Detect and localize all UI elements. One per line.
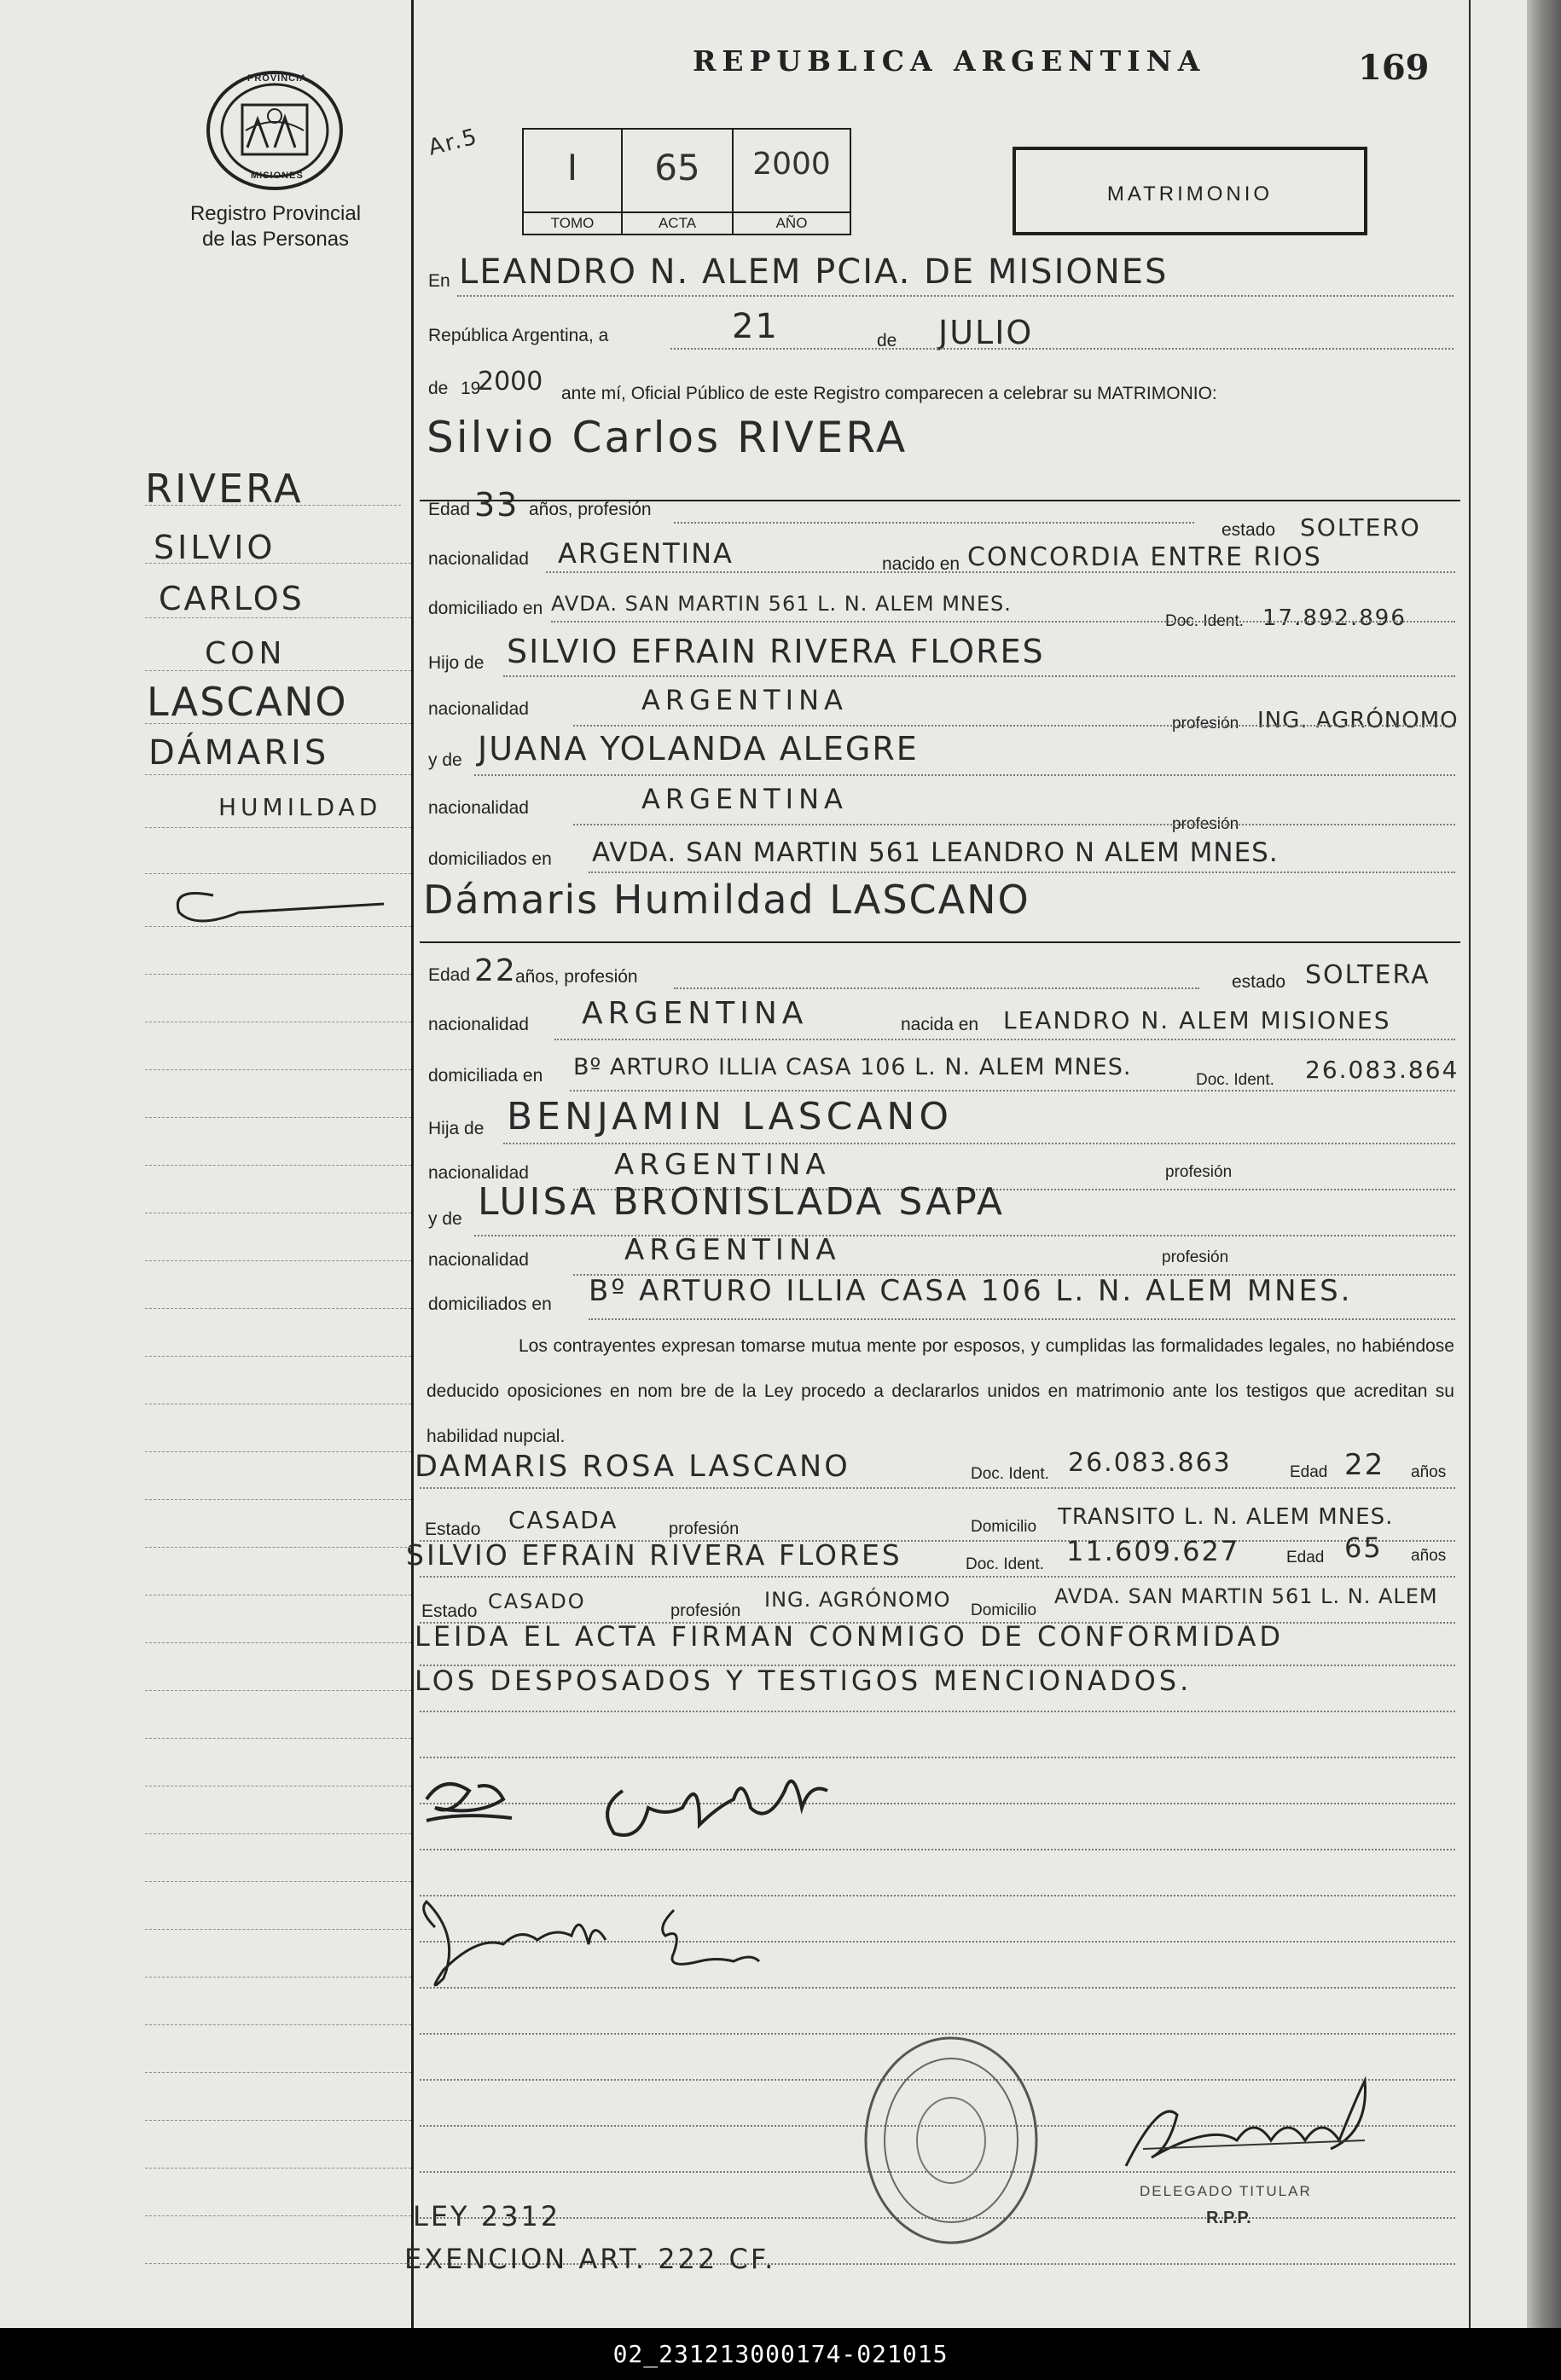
testigo2-line (420, 1576, 1455, 1578)
domiciliados1-line (589, 872, 1455, 873)
domiciliada2-label: domiciliada en (428, 1066, 543, 1086)
registry-name (169, 201, 382, 252)
madre1-label: y de (428, 750, 462, 770)
testigo2-anos-label: años (1411, 1547, 1447, 1565)
padre2-nac-value: ARGENTINA (614, 1148, 831, 1182)
padre1-label: Hijo de (428, 653, 485, 673)
section2-top-rule (420, 941, 1460, 943)
margin-name: LASCANO (147, 679, 348, 725)
domiciliados2-line (589, 1318, 1455, 1320)
margin-rule (145, 1499, 411, 1500)
nacionalidad2-label: nacionalidad (428, 1015, 529, 1034)
margin-rule (145, 2120, 411, 2121)
madre2-line (474, 1235, 1455, 1236)
testigo1-estado-label: Estado (425, 1520, 481, 1539)
nacionalidad1-value: ARGENTINA (558, 537, 734, 570)
edad1-value: 33 (474, 486, 519, 524)
lugar-value: LEANDRO N. ALEM PCIA. DE MISIONES (459, 252, 1169, 292)
madre1-nac-value: ARGENTINA (641, 783, 848, 815)
right-border-line (1469, 0, 1471, 2328)
declaracion-text: Los contrayentes expresan tomarse mutua mente por esposos, y cumplidas las formalidades legales, no habiéndose deducido oposiciones en nom bre de la Ley procedo a declararlos unidos en matrimonio ante los testigos que acreditan su habilidad nupcial. (427, 1336, 1454, 1446)
testigo2-doc-value: 11.609.627 (1066, 1535, 1240, 1567)
testigo2-prof-label: profesión (670, 1601, 741, 1620)
padre2-label: Hija de (428, 1119, 485, 1138)
madre1-nac-line (573, 824, 1455, 825)
testigo2-estado-label: Estado (421, 1601, 478, 1621)
doc2-label: Doc. Ident. (1196, 1071, 1274, 1089)
official-stamp (853, 2030, 1049, 2251)
nacida-value: LEANDRO N. ALEM MISIONES (1003, 1006, 1391, 1034)
testigo1-doc-value: 26.083.863 (1068, 1448, 1232, 1478)
margin-rule (145, 617, 411, 618)
margin-rule (145, 1165, 411, 1166)
margin-rule (145, 1117, 411, 1118)
edad1-profesion-label: años, profesión (529, 500, 652, 519)
padre2-line (503, 1143, 1455, 1144)
margin-rule (145, 873, 411, 874)
domiciliado1-label: domiciliado en (428, 599, 543, 618)
testigo2-doc-label: Doc. Ident. (966, 1555, 1044, 1573)
body-rule (420, 1711, 1455, 1712)
nacido-value: CONCORDIA ENTRE RIOS (967, 542, 1322, 572)
domicilio2-line (570, 1090, 1455, 1092)
margin-rule (145, 926, 411, 927)
margin-rule (145, 1929, 411, 1930)
margin-rule (145, 1260, 411, 1261)
margin-name: CARLOS (159, 580, 305, 617)
acta-cell (621, 128, 734, 235)
margin-name: RIVERA (145, 466, 304, 512)
nacida-label: nacida en (901, 1015, 979, 1034)
de-label: de (877, 331, 897, 350)
seal-bottom-text: MISIONES (251, 171, 304, 181)
year-prefix: 19 (461, 379, 481, 398)
padre1-value: SILVIO EFRAIN RIVERA FLORES (507, 633, 1045, 670)
margin-rule (145, 1308, 411, 1309)
nacionalidad2-value: ARGENTINA (582, 996, 809, 1031)
contrayente2-nombre: Dámaris Humildad LASCANO (423, 877, 1030, 923)
domiciliados1-label: domiciliados en (428, 849, 552, 869)
contrayente1-nombre: Silvio Carlos RIVERA (427, 413, 908, 462)
margin-name: DÁMARIS (148, 733, 330, 773)
margin-rule (145, 1356, 411, 1357)
testigo2-prof-value: ING. AGRÓNOMO (764, 1588, 951, 1612)
domiciliados1-value: AVDA. SAN MARTIN 561 LEANDRO N ALEM MNES. (592, 837, 1279, 868)
estado2-value: SOLTERA (1305, 960, 1430, 990)
testigo1-dom-label: Domicilio (971, 1518, 1037, 1536)
tomo-value: I (566, 147, 578, 188)
signatures (409, 1757, 921, 2030)
madre1-nac-label: nacionalidad (428, 798, 529, 818)
margin-rule (145, 2024, 411, 2025)
testigo1-edad-label: Edad (1290, 1463, 1328, 1481)
madre1-line (474, 774, 1455, 776)
ley-note: LEY 2312 (413, 2200, 561, 2232)
testigo1-prof-label: profesión (669, 1520, 740, 1538)
acta-value: 65 (654, 147, 700, 188)
madre2-prof-label: profesión (1162, 1248, 1229, 1266)
dia-value: 21 (732, 307, 779, 346)
madre2-nac-label: nacionalidad (428, 1250, 529, 1270)
edad2-value: 22 (474, 953, 517, 988)
margin-rule (145, 1451, 411, 1452)
margin-name: SILVIO (154, 529, 276, 566)
madre2-value: LUISA BRONISLADA SAPA (478, 1180, 1006, 1224)
estado1-label: estado (1222, 520, 1276, 540)
margin-rule (145, 1069, 411, 1070)
margin-rule (145, 1690, 411, 1691)
nacido-line (546, 571, 1455, 573)
estado1-value: SOLTERO (1300, 513, 1421, 541)
document-type-box: MATRIMONIO (1013, 147, 1367, 235)
testigo1-edad-value: 22 (1344, 1448, 1385, 1482)
registry-name-line1: Registro Provincial (189, 202, 362, 225)
margin-rule (145, 774, 411, 775)
padre2-prof-label: profesión (1165, 1163, 1233, 1181)
testigo1-dom-value: TRANSITO L. N. ALEM MNES. (1058, 1504, 1394, 1530)
testigo1-estado-value: CASADA (508, 1506, 618, 1534)
edad1-label: Edad (428, 500, 471, 519)
oficial-title: DELEGADO TITULAR (1140, 2183, 1312, 2199)
margin-rule (145, 1977, 411, 1978)
padre1-prof-label: profesión (1172, 715, 1239, 733)
testigo2-estado-value: CASADO (488, 1590, 586, 1613)
oficial-signature (1109, 2064, 1382, 2192)
anio-cell (732, 128, 851, 235)
edad2-label: Edad (428, 965, 471, 985)
testigo2-nombre: SILVIO EFRAIN RIVERA FLORES (406, 1538, 902, 1572)
padre1-prof-value: ING. AGRÓNOMO (1257, 708, 1459, 733)
nacida-line (554, 1039, 1455, 1040)
testigo1-doc-label: Doc. Ident. (971, 1465, 1049, 1483)
testigo1-line (420, 1487, 1455, 1489)
profesion2-line (674, 987, 1199, 989)
tomo-label: TOMO (524, 211, 621, 234)
margin-rule (145, 2263, 411, 2264)
nacionalidad1-label: nacionalidad (428, 549, 529, 569)
page-number: 169 (1358, 48, 1430, 88)
domicilio1-value: AVDA. SAN MARTIN 561 L. N. ALEM MNES. (551, 592, 1012, 616)
acta-label: ACTA (623, 211, 732, 234)
padre2-nac-label: nacionalidad (428, 1163, 529, 1183)
doc1-value: 17.892.896 (1262, 605, 1407, 631)
margin-note: Ar.5 (426, 124, 481, 161)
margin-rule (145, 827, 411, 828)
republica-label: República Argentina, a (428, 326, 609, 345)
de2-label: de (428, 379, 449, 398)
tomo-cell (522, 128, 623, 235)
margin-rule (145, 1642, 411, 1643)
margin-rule (145, 1547, 411, 1548)
profesion1-line (674, 522, 1194, 524)
padre1-nac-line (573, 725, 1455, 727)
cierre-line1: LEIDA EL ACTA FIRMAN CONMIGO DE CONFORMIDAD (415, 1620, 1284, 1653)
testigo2-edad-label: Edad (1286, 1549, 1325, 1566)
doc1-label: Doc. Ident. (1165, 612, 1244, 630)
lugar-line (457, 295, 1454, 297)
cierre-line2: LOS DESPOSADOS Y TESTIGOS MENCIONADOS. (415, 1665, 1193, 1697)
padre1-nac-value: ARGENTINA (641, 684, 848, 716)
country-title: REPUBLICA ARGENTINA (693, 44, 1206, 78)
testigo1-anos-label: años (1411, 1463, 1447, 1481)
page-edge (1527, 0, 1561, 2328)
testigo2-dom-label: Domicilio (971, 1601, 1037, 1619)
estado2-label: estado (1232, 972, 1286, 992)
testigo2-dom-value: AVDA. SAN MARTIN 561 L. N. ALEM (1054, 1584, 1438, 1608)
margin-rule (145, 1833, 411, 1834)
margin-name: HUMILDAD (218, 793, 382, 821)
en-label: En (428, 271, 450, 291)
doc2-value: 26.083.864 (1305, 1056, 1459, 1084)
image-caption: 02_231213000174-021015 (0, 2328, 1561, 2380)
anio-value: 2000 (752, 147, 831, 182)
margin-rule (145, 974, 411, 975)
margin-rule (145, 1881, 411, 1882)
margin-rule (145, 1738, 411, 1739)
padre1-line (503, 675, 1455, 677)
padre1-nac-label: nacionalidad (428, 699, 529, 719)
madre1-prof-label: profesión (1172, 815, 1239, 833)
margin-rule (145, 2168, 411, 2169)
madre2-nac-value: ARGENTINA (624, 1233, 841, 1267)
fecha-line (670, 348, 1454, 350)
madre2-label: y de (428, 1209, 462, 1229)
madre1-value: JUANA YOLANDA ALEGRE (478, 730, 919, 767)
edad2-profesion-label: años, profesión (515, 967, 638, 987)
domicilio1-line (551, 621, 1455, 623)
padre2-value: BENJAMIN LASCANO (507, 1095, 953, 1138)
margin-name: CON (205, 636, 287, 671)
margin-rule (145, 2072, 411, 2073)
margin-rule (145, 2215, 411, 2216)
domicilio2-value: Bº ARTURO ILLIA CASA 106 L. N. ALEM MNES. (573, 1054, 1132, 1080)
margin-closing-flourish (154, 878, 401, 929)
nacido-label: nacido en (882, 554, 960, 574)
seal-top-text: PROVINCIA (247, 73, 308, 84)
domiciliados2-value: Bº ARTURO ILLIA CASA 106 L. N. ALEM MNES. (589, 1274, 1353, 1308)
ante-text: ante mí, Oficial Público de este Registro comparecen a celebrar su MATRIMONIO: (561, 384, 1217, 403)
anio-label: AÑO (734, 211, 850, 234)
domiciliados2-label: domiciliados en (428, 1294, 552, 1314)
mes-value: JULIO (938, 314, 1034, 351)
anio-handwritten: 2000 (478, 367, 543, 397)
registry-name-line2: de las Personas (201, 228, 350, 251)
rpp-label: R.P.P. (1206, 2209, 1251, 2227)
testigo1-nombre: DAMARIS ROSA LASCANO (415, 1450, 850, 1484)
testigo2-edad-value: 65 (1344, 1532, 1383, 1564)
exencion-note: EXENCION ART. 222 CF. (404, 2243, 776, 2275)
